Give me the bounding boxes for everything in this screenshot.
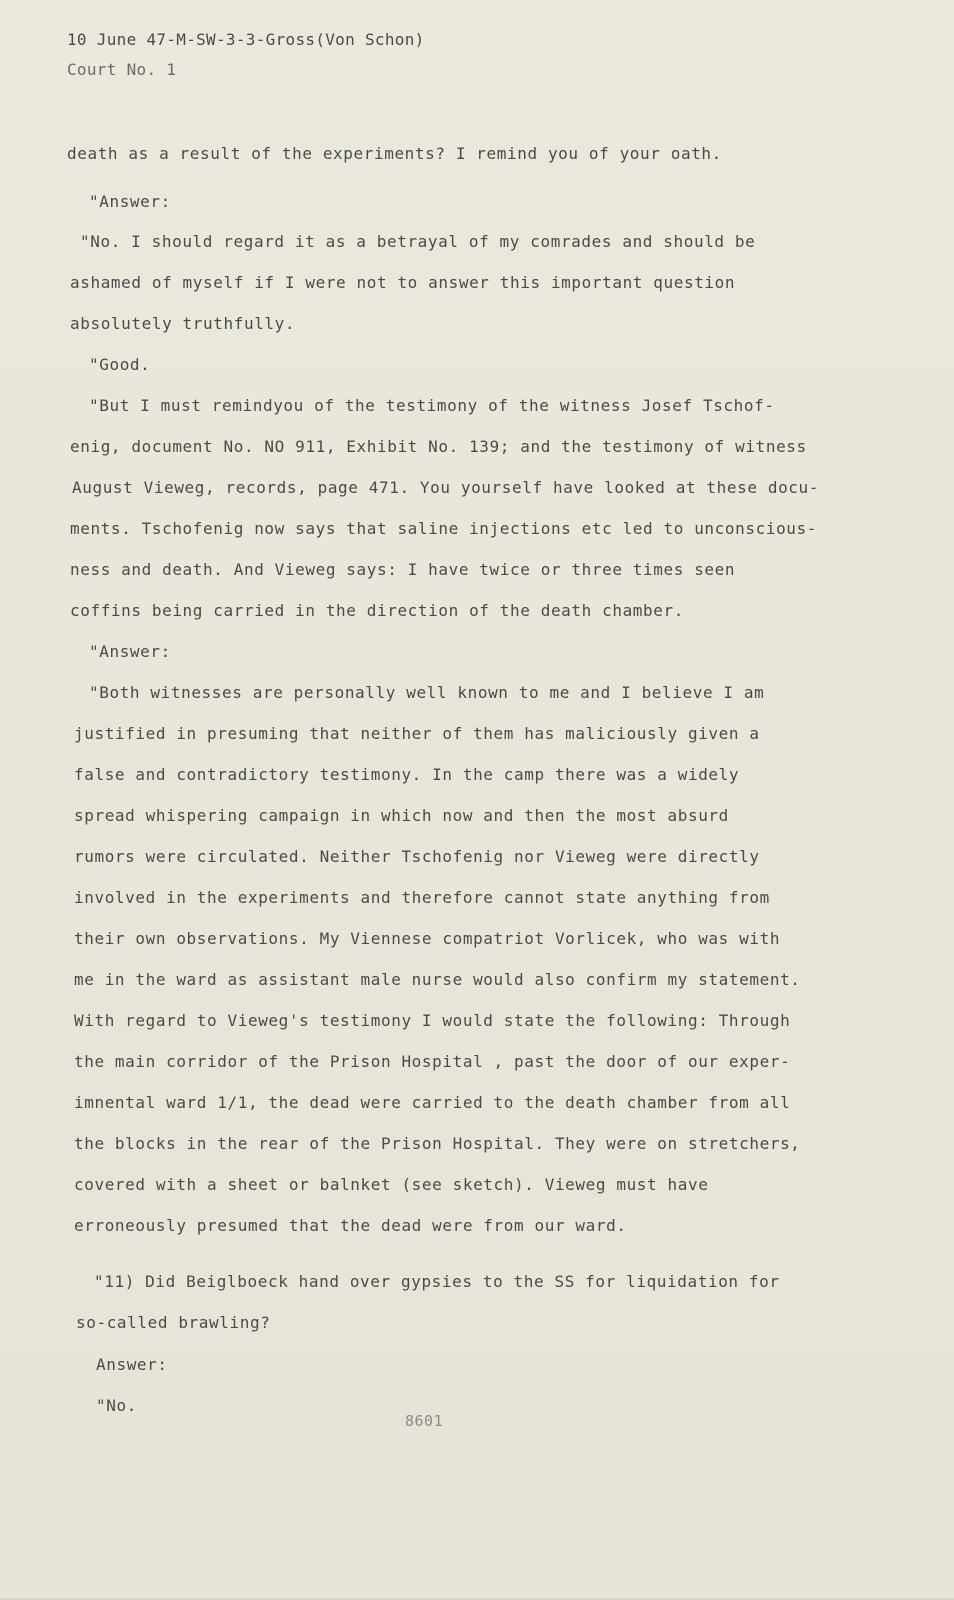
text-line: the blocks in the rear of the Prison Hospital. They were on stretchers, (74, 1134, 801, 1153)
text-line: Answer: (96, 1355, 168, 1374)
text-line: ness and death. And Vieweg says: I have twice or three times seen (70, 560, 736, 579)
text-line: "No. (96, 1396, 137, 1415)
text-line: "11) Did Beiglboeck hand over gypsies to the SS for liquidation for (94, 1272, 780, 1291)
text-line: the main corridor of the Prison Hospital , past the door of our exper- (74, 1052, 791, 1071)
document-header-court: Court No. 1 (67, 60, 177, 79)
text-line: death as a result of the experiments? I remind you of your oath. (67, 144, 722, 163)
text-line: spread whispering campaign in which now and then the most absurd (74, 806, 729, 825)
document-header-reference: 10 June 47-M-SW-3-3-Gross(Von Schon) (67, 30, 425, 49)
text-line: imnental ward 1/1, the dead were carried to the death chamber from all (74, 1093, 791, 1112)
text-line: "No. I should regard it as a betrayal of my comrades and should be (80, 232, 756, 251)
text-line: so-called brawling? (76, 1313, 271, 1332)
text-line: "Good. (89, 355, 151, 374)
text-line: "Answer: (89, 192, 171, 211)
text-line: covered with a sheet or balnket (see sketch). Vieweg must have (74, 1175, 709, 1194)
text-line: With regard to Vieweg's testimony I would state the following: Through (74, 1011, 791, 1030)
text-line: "But I must remindyou of the testimony of the witness Josef Tschof- (89, 396, 775, 415)
text-line: ments. Tschofenig now says that saline injections etc led to unconscious- (70, 519, 817, 538)
text-line: absolutely truthfully. (70, 314, 296, 333)
text-line: "Both witnesses are personally well known to me and I believe I am (89, 683, 765, 702)
text-line: false and contradictory testimony. In the camp there was a widely (74, 765, 740, 784)
text-line: their own observations. My Viennese compatriot Vorlicek, who was with (74, 929, 781, 948)
page-number: 8601 (405, 1412, 444, 1430)
text-line: "Answer: (89, 642, 171, 661)
text-line: ashamed of myself if I were not to answer this important question (70, 273, 736, 292)
text-line: erroneously presumed that the dead were from our ward. (74, 1216, 627, 1235)
text-line: justified in presuming that neither of them has maliciously given a (74, 724, 760, 743)
text-line: rumors were circulated. Neither Tschofenig nor Vieweg were directly (74, 847, 760, 866)
text-line: August Vieweg, records, page 471. You yourself have looked at these docu- (72, 478, 819, 497)
text-line: me in the ward as assistant male nurse would also confirm my statement. (74, 970, 801, 989)
text-line: involved in the experiments and therefore cannot state anything from (74, 888, 770, 907)
text-line: enig, document No. NO 911, Exhibit No. 139; and the testimony of witness (70, 437, 807, 456)
text-line: coffins being carried in the direction of the death chamber. (70, 601, 684, 620)
